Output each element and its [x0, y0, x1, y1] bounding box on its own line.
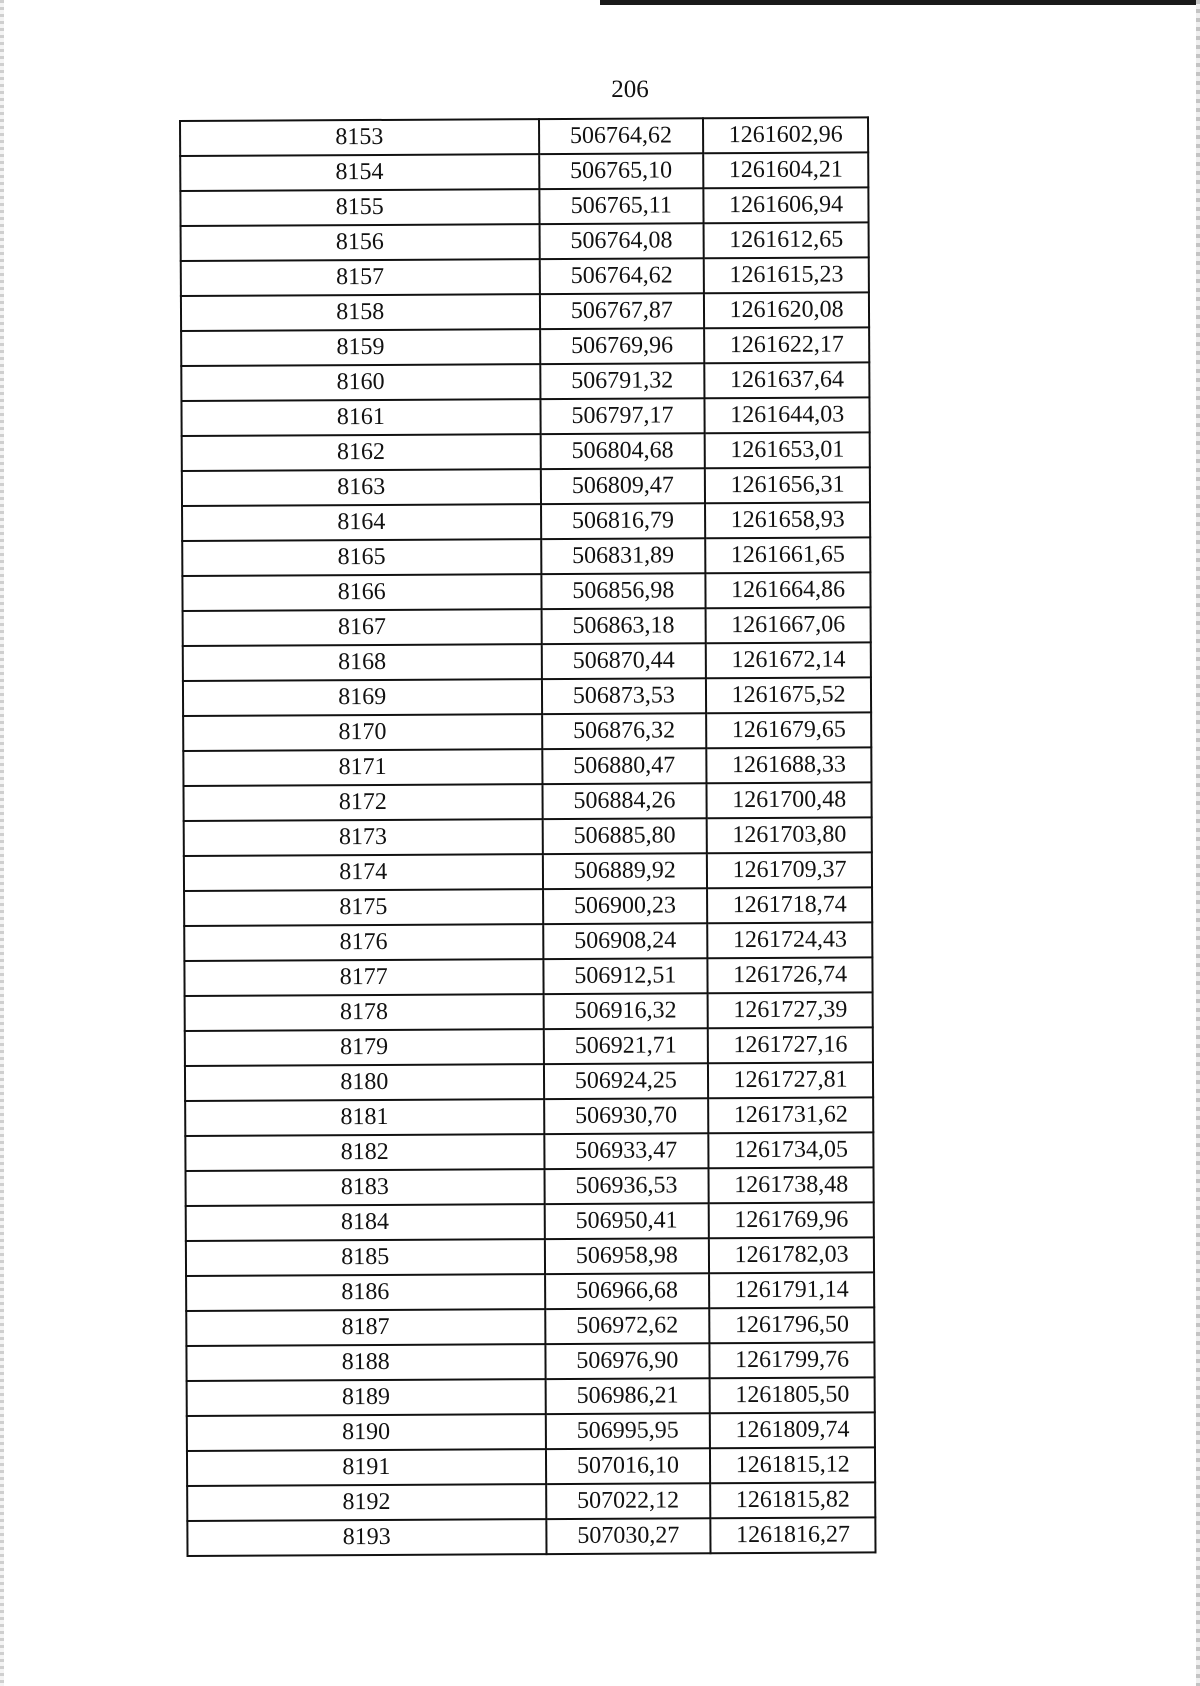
y-coordinate-cell: 1261718,74 [707, 887, 872, 923]
x-coordinate-cell: 506921,71 [543, 1028, 708, 1064]
x-coordinate-cell: 506809,47 [540, 468, 705, 504]
y-coordinate-cell: 1261738,48 [709, 1167, 874, 1203]
table-row [186, 1167, 874, 1206]
y-coordinate-cell: 1261782,03 [709, 1237, 874, 1273]
table-row [187, 1377, 875, 1416]
y-coordinate-cell: 1261815,12 [710, 1447, 875, 1483]
table-row [181, 222, 869, 261]
x-coordinate-cell: 506863,18 [541, 608, 706, 644]
y-coordinate-cell: 1261796,50 [709, 1307, 874, 1343]
point-number-cell: 8192 [187, 1484, 546, 1521]
y-coordinate-cell: 1261709,37 [707, 852, 872, 888]
y-coordinate-cell: 1261805,50 [710, 1377, 875, 1413]
y-coordinate-cell: 1261809,74 [710, 1412, 875, 1448]
point-number-cell: 8153 [180, 119, 539, 156]
point-number-cell: 8162 [182, 434, 541, 471]
x-coordinate-cell: 506791,32 [540, 363, 705, 399]
y-coordinate-cell: 1261769,96 [709, 1202, 874, 1238]
table-row [183, 677, 871, 716]
table-row [181, 327, 869, 366]
y-coordinate-cell: 1261667,06 [706, 607, 871, 643]
table-row [182, 432, 870, 471]
x-coordinate-cell: 506958,98 [544, 1238, 709, 1274]
y-coordinate-cell: 1261664,86 [706, 572, 871, 608]
x-coordinate-cell: 507022,12 [546, 1483, 711, 1519]
table-row [180, 187, 868, 226]
point-number-cell: 8175 [184, 889, 543, 926]
table-row [183, 712, 871, 751]
point-number-cell: 8179 [185, 1029, 544, 1066]
y-coordinate-cell: 1261726,74 [708, 957, 873, 993]
y-coordinate-cell: 1261606,94 [704, 187, 869, 223]
x-coordinate-cell: 506995,95 [545, 1413, 710, 1449]
y-coordinate-cell: 1261799,76 [710, 1342, 875, 1378]
point-number-cell: 8161 [181, 399, 540, 436]
x-coordinate-cell: 506976,90 [545, 1343, 710, 1379]
x-coordinate-cell: 506986,21 [545, 1378, 710, 1414]
point-number-cell: 8171 [183, 749, 542, 786]
point-number-cell: 8163 [182, 469, 541, 506]
coordinates-table [179, 116, 877, 1557]
x-coordinate-cell: 506765,11 [539, 188, 704, 224]
scan-left-edge [0, 0, 4, 1686]
point-number-cell: 8158 [181, 294, 540, 331]
y-coordinate-cell: 1261727,16 [708, 1027, 873, 1063]
y-coordinate-cell: 1261675,52 [706, 677, 871, 713]
y-coordinate-cell: 1261620,08 [704, 292, 869, 328]
point-number-cell: 8166 [182, 574, 541, 611]
x-coordinate-cell: 506884,26 [542, 783, 707, 819]
x-coordinate-cell: 506936,53 [544, 1168, 709, 1204]
table-row [180, 117, 868, 156]
table-row [183, 747, 871, 786]
x-coordinate-cell: 506880,47 [542, 748, 707, 784]
x-coordinate-cell: 506764,62 [539, 118, 704, 154]
x-coordinate-cell: 506769,96 [540, 328, 705, 364]
table-row [182, 537, 870, 576]
x-coordinate-cell: 506767,87 [539, 293, 704, 329]
table-row [185, 992, 873, 1031]
table-row [183, 782, 871, 821]
y-coordinate-cell: 1261703,80 [707, 817, 872, 853]
x-coordinate-cell: 506916,32 [543, 993, 708, 1029]
point-number-cell: 8156 [181, 224, 540, 261]
y-coordinate-cell: 1261727,39 [708, 992, 873, 1028]
y-coordinate-cell: 1261615,23 [704, 257, 869, 293]
x-coordinate-cell: 506876,32 [542, 713, 707, 749]
point-number-cell: 8187 [186, 1309, 545, 1346]
y-coordinate-cell: 1261661,65 [705, 537, 870, 573]
x-coordinate-cell: 506924,25 [543, 1063, 708, 1099]
point-number-cell: 8160 [181, 364, 540, 401]
y-coordinate-cell: 1261637,64 [704, 362, 869, 398]
table-row [184, 817, 872, 856]
table-row [181, 292, 869, 331]
y-coordinate-cell: 1261658,93 [705, 502, 870, 538]
y-coordinate-cell: 1261656,31 [705, 467, 870, 503]
point-number-cell: 8167 [183, 609, 542, 646]
y-coordinate-cell: 1261791,14 [709, 1272, 874, 1308]
x-coordinate-cell: 506966,68 [545, 1273, 710, 1309]
table-row [187, 1412, 875, 1451]
point-number-cell: 8184 [186, 1204, 545, 1241]
table-row [186, 1272, 874, 1311]
table-row [185, 1097, 873, 1136]
y-coordinate-cell: 1261622,17 [704, 327, 869, 363]
point-number-cell: 8182 [185, 1134, 544, 1171]
point-number-cell: 8169 [183, 679, 542, 716]
x-coordinate-cell: 506885,80 [542, 818, 707, 854]
point-number-cell: 8177 [184, 959, 543, 996]
point-number-cell: 8170 [183, 714, 542, 751]
y-coordinate-cell: 1261731,62 [708, 1097, 873, 1133]
point-number-cell: 8157 [181, 259, 540, 296]
table-row [180, 152, 868, 191]
table-row [182, 502, 870, 541]
y-coordinate-cell: 1261700,48 [707, 782, 872, 818]
table-row [181, 257, 869, 296]
point-number-cell: 8164 [182, 504, 541, 541]
point-number-cell: 8155 [180, 189, 539, 226]
point-number-cell: 8180 [185, 1064, 544, 1101]
point-number-cell: 8188 [186, 1344, 545, 1381]
x-coordinate-cell: 506764,62 [539, 258, 704, 294]
y-coordinate-cell: 1261602,96 [703, 117, 868, 153]
point-number-cell: 8181 [185, 1099, 544, 1136]
point-number-cell: 8173 [184, 819, 543, 856]
point-number-cell: 8178 [185, 994, 544, 1031]
y-coordinate-cell: 1261604,21 [703, 152, 868, 188]
table-row [184, 887, 872, 926]
point-number-cell: 8183 [186, 1169, 545, 1206]
y-coordinate-cell: 1261672,14 [706, 642, 871, 678]
x-coordinate-cell: 506831,89 [541, 538, 706, 574]
scan-top-edge [600, 0, 1200, 5]
point-number-cell: 8193 [187, 1519, 546, 1556]
x-coordinate-cell: 506950,41 [544, 1203, 709, 1239]
x-coordinate-cell: 507016,10 [545, 1448, 710, 1484]
table-row [185, 1132, 873, 1171]
y-coordinate-cell: 1261679,65 [706, 712, 871, 748]
x-coordinate-cell: 506930,70 [544, 1098, 709, 1134]
table-row [184, 957, 872, 996]
x-coordinate-cell: 506873,53 [541, 678, 706, 714]
point-number-cell: 8190 [187, 1414, 546, 1451]
point-number-cell: 8191 [187, 1449, 546, 1486]
table-row [182, 572, 870, 611]
x-coordinate-cell: 506908,24 [543, 923, 708, 959]
x-coordinate-cell: 506797,17 [540, 398, 705, 434]
coordinates-table-body [180, 117, 876, 1556]
x-coordinate-cell: 506912,51 [543, 958, 708, 994]
table-row [184, 922, 872, 961]
point-number-cell: 8168 [183, 644, 542, 681]
point-number-cell: 8154 [180, 154, 539, 191]
y-coordinate-cell: 1261688,33 [707, 747, 872, 783]
table-row [181, 397, 869, 436]
table-row [183, 642, 871, 681]
point-number-cell: 8174 [184, 854, 543, 891]
x-coordinate-cell: 506764,08 [539, 223, 704, 259]
y-coordinate-cell: 1261612,65 [704, 222, 869, 258]
x-coordinate-cell: 506900,23 [543, 888, 708, 924]
x-coordinate-cell: 506870,44 [541, 643, 706, 679]
y-coordinate-cell: 1261815,82 [710, 1482, 875, 1518]
x-coordinate-cell: 506889,92 [542, 853, 707, 889]
table-row [187, 1517, 875, 1556]
y-coordinate-cell: 1261727,81 [708, 1062, 873, 1098]
x-coordinate-cell: 506856,98 [541, 573, 706, 609]
table-row [181, 362, 869, 401]
y-coordinate-cell: 1261724,43 [707, 922, 872, 958]
table-row [185, 1027, 873, 1066]
point-number-cell: 8189 [187, 1379, 546, 1416]
point-number-cell: 8185 [186, 1239, 545, 1276]
page-number: 206 [611, 76, 649, 103]
y-coordinate-cell: 1261644,03 [705, 397, 870, 433]
table-row [184, 852, 872, 891]
table-row [187, 1447, 875, 1486]
x-coordinate-cell: 506933,47 [544, 1133, 709, 1169]
table-row [183, 607, 871, 646]
table-row [186, 1342, 874, 1381]
table-row [187, 1482, 875, 1521]
table-row [186, 1202, 874, 1241]
x-coordinate-cell: 506816,79 [541, 503, 706, 539]
x-coordinate-cell: 506804,68 [540, 433, 705, 469]
y-coordinate-cell: 1261816,27 [711, 1517, 876, 1553]
y-coordinate-cell: 1261653,01 [705, 432, 870, 468]
point-number-cell: 8176 [184, 924, 543, 961]
y-coordinate-cell: 1261734,05 [709, 1132, 874, 1168]
table-row [182, 467, 870, 506]
table-row [185, 1062, 873, 1101]
point-number-cell: 8159 [181, 329, 540, 366]
point-number-cell: 8172 [183, 784, 542, 821]
table-row [186, 1237, 874, 1276]
x-coordinate-cell: 506765,10 [539, 153, 704, 189]
x-coordinate-cell: 507030,27 [546, 1518, 711, 1554]
table-row [186, 1307, 874, 1346]
x-coordinate-cell: 506972,62 [545, 1308, 710, 1344]
scan-right-edge [1196, 0, 1200, 1686]
point-number-cell: 8186 [186, 1274, 545, 1311]
point-number-cell: 8165 [182, 539, 541, 576]
